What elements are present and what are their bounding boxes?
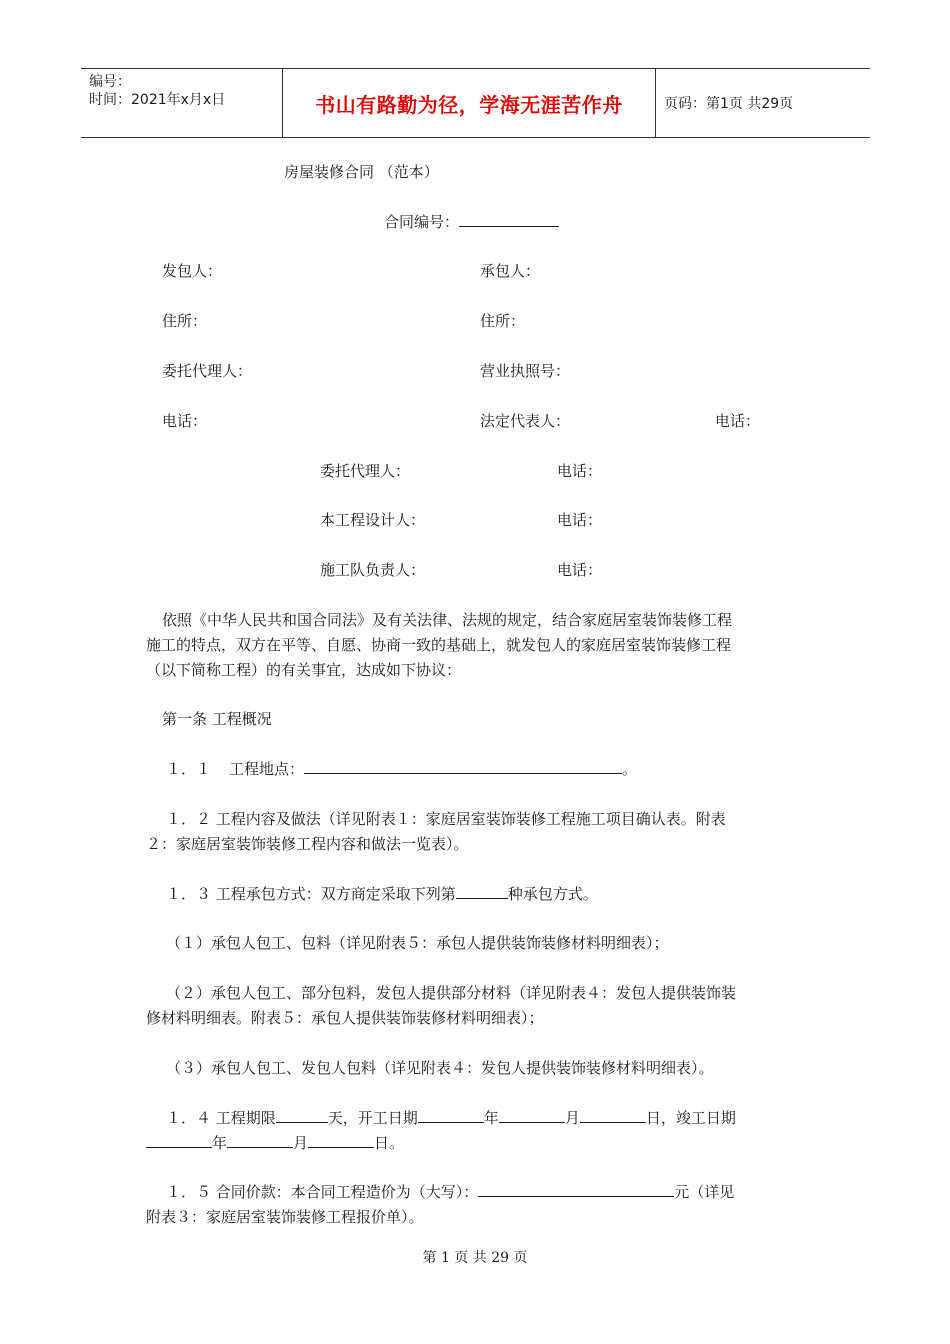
article-1-heading: 第一条 工程概况 <box>162 710 272 728</box>
option-1: （１）承包人包工、包料（详见附表５：承包人提供装饰装修材料明细表）； <box>166 934 669 952</box>
start-day-blank <box>580 1108 646 1123</box>
clause-1-3 <box>166 884 598 904</box>
clause-1-5-line <box>166 1182 734 1202</box>
clause-1-1-end: 。 <box>622 760 638 778</box>
intro-line: 依照《中华人民共和国合同法》及有关法律、法规的规定，结合家庭居室装饰装修工程 <box>162 611 733 629</box>
start-year-blank <box>418 1108 484 1123</box>
contract-number-label: 合同编号： <box>384 213 460 231</box>
clause-1-1-text: 工程地点： <box>229 760 305 778</box>
intro-line: 施工的特点，双方在平等、自愿、协商一致的基础上，就发包人的家庭居室装饰装修工程 <box>146 636 732 654</box>
phone-b-label: 电话： <box>715 412 761 430</box>
clause-1-4-text: 日。 <box>374 1134 405 1152</box>
clause-1-4-text: 年 <box>212 1134 228 1152</box>
serial-label: 编号： <box>89 74 131 90</box>
license-number-label: 营业执照号： <box>480 362 571 380</box>
end-day-blank <box>308 1133 374 1148</box>
clause-1-4-text: 日，竣工日期 <box>645 1109 736 1127</box>
clause-1-3-end: 种承包方式。 <box>507 885 598 903</box>
option-2-line: 修材料明细表。附表５：承包人提供装饰装修材料明细表）； <box>146 1009 544 1027</box>
clause-1-3-text: １．３ 工程承包方式：双方商定采取下列第 <box>166 885 456 903</box>
contract-price-blank <box>478 1182 674 1197</box>
agent-a-label: 委托代理人： <box>162 362 253 380</box>
page-footer: 第 1 页 共 29 页 <box>422 1250 528 1266</box>
contract-title: 房屋装修合同 （范本） <box>284 163 439 181</box>
designer-label: 本工程设计人： <box>320 511 426 529</box>
start-month-blank <box>499 1108 565 1123</box>
team-leader-phone-label: 电话： <box>557 561 603 579</box>
page-header <box>81 68 870 138</box>
party-a-label: 发包人： <box>162 262 223 280</box>
clause-1-4-text: 月 <box>293 1134 309 1152</box>
end-month-blank <box>227 1133 293 1148</box>
end-year-blank <box>146 1133 212 1148</box>
option-3: （３）承包人包工、发包人包料（详见附表４：发包人提供装饰装修材料明细表）。 <box>166 1059 714 1077</box>
phone-a-label: 电话： <box>162 412 208 430</box>
header-page-info: 页码：第1页 共29页 <box>664 96 794 112</box>
clause-1-2-line: ２：家庭居室装饰装修工程内容和做法一览表）。 <box>146 835 469 853</box>
agent-b-phone-label: 电话： <box>557 462 603 480</box>
clause-1-2-line: １．２ 工程内容及做法（详见附表１：家庭居室装饰装修工程施工项目确认表。附表 <box>166 810 726 828</box>
clause-1-4-text: 年 <box>483 1109 499 1127</box>
contract-mode-blank <box>456 884 508 899</box>
clause-1-4-text: 天，开工日期 <box>327 1109 418 1127</box>
clause-1-4-line <box>166 1108 736 1128</box>
intro-line: （以下简称工程）的有关事宜，达成如下协议： <box>146 661 462 679</box>
duration-days-blank <box>276 1108 328 1123</box>
header-divider <box>655 69 656 137</box>
clause-1-4-text: １．４ 工程期限 <box>166 1109 276 1127</box>
address-a-label: 住所： <box>162 312 208 330</box>
time-label: 时间：2021年x月x日 <box>89 92 226 108</box>
clause-1-4-text: 月 <box>564 1109 580 1127</box>
clause-1-1 <box>166 759 637 779</box>
header-meta <box>89 73 225 109</box>
header-motto: 书山有路勤为径，学海无涯苦作舟 <box>315 92 623 117</box>
clause-1-4-line <box>146 1133 404 1153</box>
clause-1-1-number: １．１ <box>166 760 212 778</box>
team-leader-label: 施工队负责人： <box>320 561 426 579</box>
clause-1-5-line: 附表３：家庭居室装饰装修工程报价单）。 <box>146 1208 424 1226</box>
agent-b-label: 委托代理人： <box>320 462 411 480</box>
legal-rep-label: 法定代表人： <box>480 412 571 430</box>
option-2-line: （２）承包人包工、部分包料，发包人提供部分材料（详见附表４：发包人提供装饰装 <box>166 984 737 1002</box>
clause-1-5-text: １．５ 合同价款：本合同工程造价为（大写）： <box>166 1183 479 1201</box>
contract-number-blank <box>459 212 559 227</box>
contract-number <box>384 212 559 232</box>
clause-1-5-text: 元（详见 <box>674 1183 735 1201</box>
party-b-label: 承包人： <box>480 262 541 280</box>
designer-phone-label: 电话： <box>557 511 603 529</box>
address-b-label: 住所： <box>480 312 526 330</box>
work-site-blank <box>304 759 622 774</box>
